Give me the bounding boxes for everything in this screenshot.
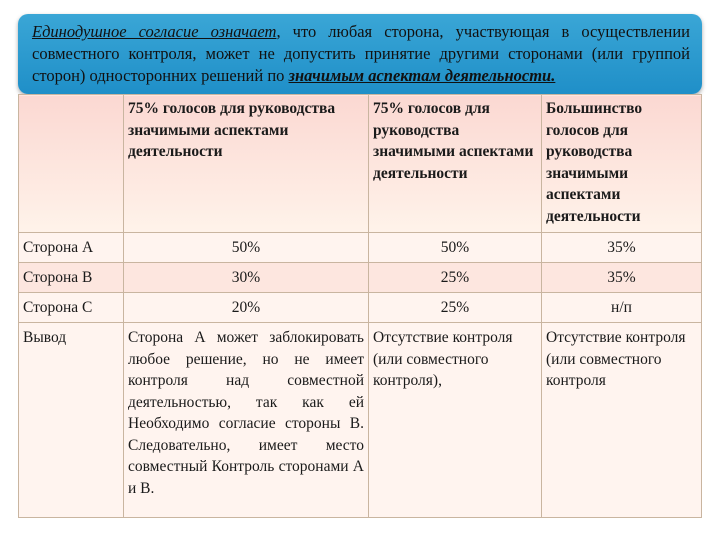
row-label: Сторона В — [19, 263, 124, 293]
row-label: Сторона А — [19, 233, 124, 263]
definition-box — [18, 14, 702, 94]
table-row — [19, 293, 702, 323]
header-empty-cell — [19, 95, 124, 233]
voting-table — [18, 94, 702, 518]
table-cell: 50% — [124, 233, 369, 263]
definition-term: Единодушное согласие означает — [32, 22, 277, 41]
table-header-row — [19, 95, 702, 233]
table-cell: 35% — [542, 233, 702, 263]
row-label: Сторона С — [19, 293, 124, 323]
table-cell: 25% — [369, 293, 542, 323]
table-cell: 50% — [369, 233, 542, 263]
definition-emphasis: значимым аспектам деятельности. — [288, 66, 556, 85]
conclusion-label: Вывод — [19, 323, 124, 518]
conclusion-cell: Отсутствие контроля (или совместного контроля — [542, 323, 702, 518]
definition-text: , что любая сторона, участвующая в осуществлении совместного контроля, может не допустить принятие другими сторонами (или группой сторон) односторонних решений по — [32, 22, 690, 85]
table-row — [19, 233, 702, 263]
header-scenario-3: Большинство голосов для руководства значимыми аспектами деятельности — [542, 95, 702, 233]
table-row — [19, 263, 702, 293]
header-scenario-1: 75% голосов для руководства значимыми аспектами деятельности — [124, 95, 369, 233]
conclusion-row — [19, 323, 702, 518]
table-cell: 30% — [124, 263, 369, 293]
conclusion-cell: Отсутствие контроля (или совместного контроля), — [369, 323, 542, 518]
table-cell: н/п — [542, 293, 702, 323]
table-cell: 25% — [369, 263, 542, 293]
table-cell: 35% — [542, 263, 702, 293]
conclusion-cell: Сторона А может заблокировать любое решение, но не имеет контроля над совместной деятельностью, так как ей Необходимо согласие стороны В. Следовательно, имеет место совместный Контроль сторонами А и В. — [124, 323, 369, 518]
table-cell: 20% — [124, 293, 369, 323]
header-scenario-2: 75% голосов для руководства значимыми аспектами деятельности — [369, 95, 542, 233]
